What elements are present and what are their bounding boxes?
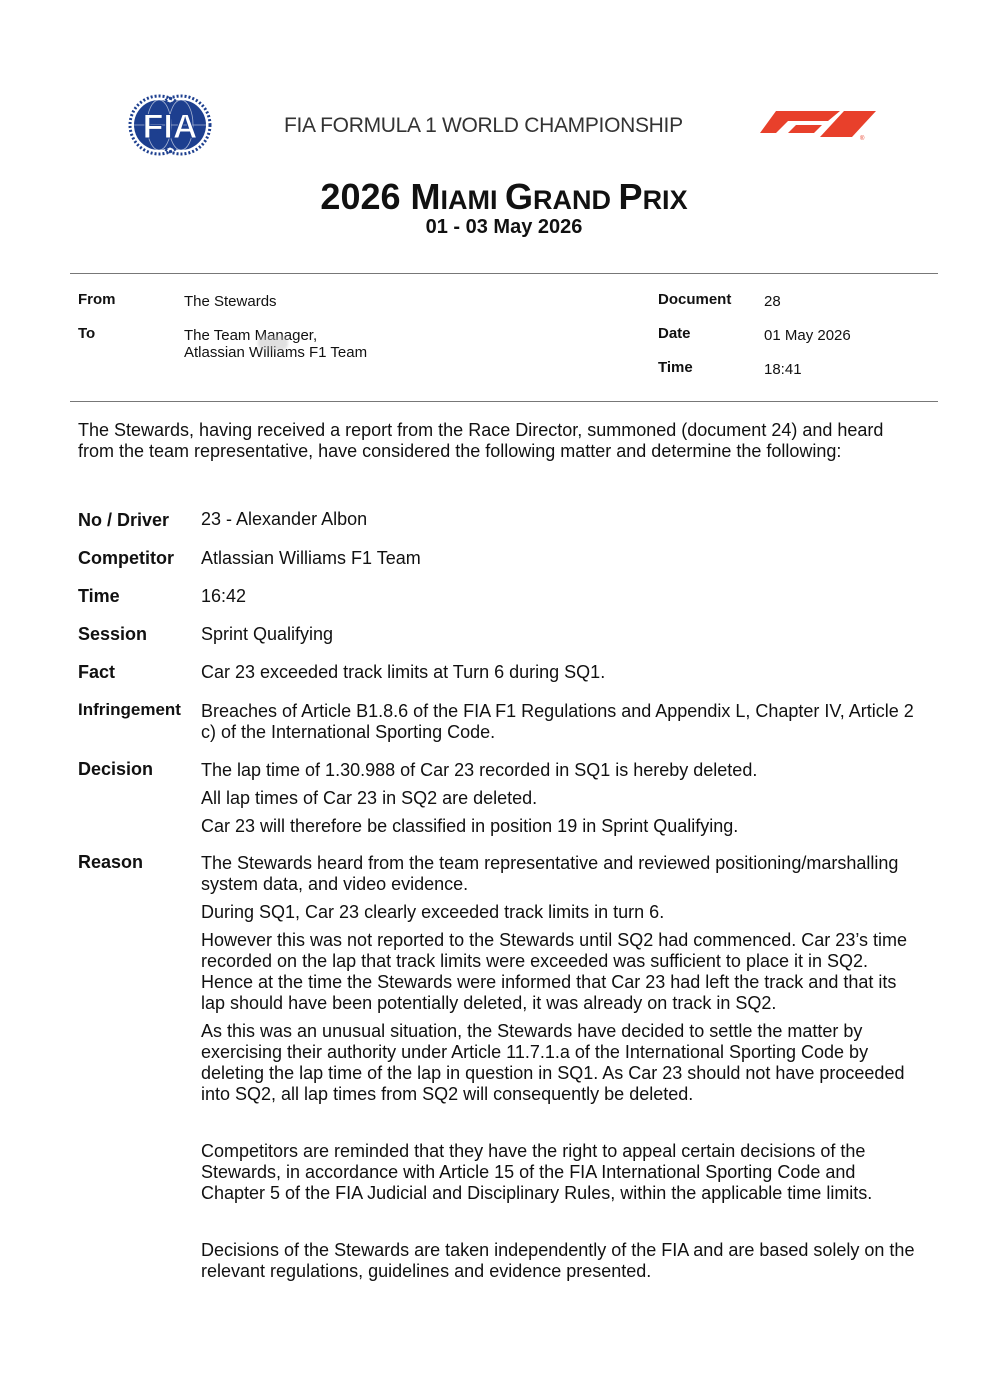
competitor-value: Atlassian Williams F1 Team: [201, 548, 421, 568]
divider-bottom: [70, 401, 938, 402]
time-label: Time: [658, 359, 693, 376]
driver-value: 23 - Alexander Albon: [201, 509, 368, 529]
incident-time-label: Time: [78, 586, 120, 606]
independence-notice: Decisions of the Stewards are taken independently of the FIA and are based solely on the relevant regulations, guidelines and evidence presented.: [201, 1240, 915, 1281]
decision-paragraph: The lap time of 1.30.988 of Car 23 recorded in SQ1 is hereby deleted.: [201, 760, 758, 780]
reason-paragraph: However this was not reported to the Stewards until SQ2 had commenced. Car 23’s time recorded on the lap that track limits were exceeded was sufficient to place it in SQ2. Hence at the time the Stewards were informed that Car 23 had left the track and that its lap should have been potentially deleted, it was already on track in SQ2.: [201, 930, 908, 1013]
to-value-line2: Atlassian Williams F1 Team: [184, 344, 368, 361]
from-value: The Stewards: [184, 293, 277, 310]
date-value: 01 May 2026: [764, 327, 851, 344]
redaction-smudge: [258, 336, 288, 350]
driver-label: No / Driver: [78, 510, 170, 530]
document-label: Document: [658, 291, 732, 308]
competitor-label: Competitor: [78, 548, 174, 568]
session-value: Sprint Qualifying: [201, 624, 334, 644]
decision-value: [201, 760, 916, 844]
appeal-notice: Competitors are reminded that they have the right to appeal certain decisions of the Stewards, in accordance with Article 15 of the FIA International Sporting Code and Chapter 5 of the FIA Judicial and Disciplinary Rules, within the applicable time limits.: [201, 1141, 873, 1203]
fact-label: Fact: [78, 662, 116, 682]
registered-mark: ®: [860, 136, 865, 141]
document-value: 28: [764, 293, 781, 310]
reason-paragraph: The Stewards heard from the team representative and reviewed positioning/marshalling system data, and video evidence.: [201, 853, 899, 894]
decision-paragraph: All lap times of Car 23 in SQ2 are deleted.: [201, 788, 538, 808]
reason-paragraph: As this was an unusual situation, the Stewards have decided to settle the matter by exercising their authority under Article 11.7.1.a of the International Sporting Code by deleting the lap time of the lap in question in SQ1. As Car 23 should not have proceeded into SQ2, all lap times from SQ2 will consequently be deleted.: [201, 1021, 905, 1104]
infringement-value: Breaches of Article B1.8.6 of the FIA F1 Regulations and Appendix L, Chapter IV, Article 2 c) of the International Sporting Code.: [201, 701, 914, 742]
page-title: 2026 MIAMI GRAND PRIX: [320, 176, 688, 217]
decision-paragraph: Car 23 will therefore be classified in position 19 in Sprint Qualifying.: [201, 816, 739, 836]
incident-time-value: 16:42: [201, 586, 247, 606]
event-dates: 01 - 03 May 2026: [425, 216, 583, 238]
session-label: Session: [78, 624, 148, 644]
to-value-line1: The Team Manager,: [184, 327, 318, 344]
championship-title: FIA FORMULA 1 WORLD CHAMPIONSHIP: [284, 114, 683, 137]
infringement-label: Infringement: [78, 700, 181, 719]
fia-logo: [128, 94, 212, 156]
reason-value: [201, 853, 916, 1112]
f1-logo: [756, 107, 878, 141]
time-value: 18:41: [764, 361, 802, 378]
divider-top: [70, 273, 938, 274]
reason-paragraph: During SQ1, Car 23 clearly exceeded track limits in turn 6.: [201, 902, 665, 922]
to-label: To: [78, 325, 96, 342]
decision-label: Decision: [78, 759, 154, 779]
from-label: From: [78, 291, 116, 308]
reason-label: Reason: [78, 852, 144, 872]
fact-value: Car 23 exceeded track limits at Turn 6 during SQ1.: [201, 662, 606, 682]
date-label: Date: [658, 325, 691, 342]
fia-logo-text: FIA: [142, 108, 198, 146]
intro-paragraph: The Stewards, having received a report from the Race Director, summoned (document 24) and heard from the team representative, have considered the following matter and determine the following:: [78, 420, 884, 461]
